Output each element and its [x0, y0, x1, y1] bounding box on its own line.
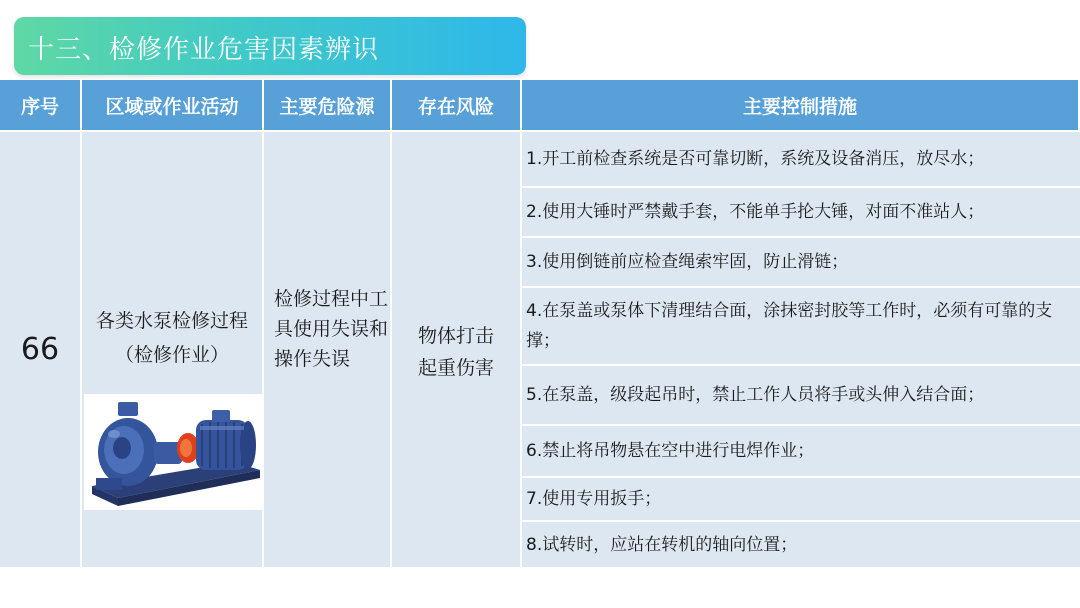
measure-item: 5.在泵盖，级段起吊时，禁止工作人员将手或头伸入结合面； [522, 366, 1080, 426]
header-area: 区域或作业活动 [82, 80, 264, 130]
cell-hazard [264, 132, 392, 567]
measure-item: 4.在泵盖或泵体下清理结合面，涂抹密封胶等工作时，必须有可靠的支撑； [522, 288, 1080, 366]
cell-risk [392, 132, 522, 567]
row-number: 66 [20, 332, 60, 367]
measure-item: 3.使用倒链前应检查绳索牢固，防止滑链； [522, 238, 1080, 288]
header-number: 序号 [0, 80, 82, 130]
risk-line-1: 物体打击 [417, 325, 494, 347]
measure-item: 8.试转时，应站在转机的轴向位置； [522, 522, 1080, 567]
cell-area [82, 132, 264, 567]
measure-item: 2.使用大锤时严禁戴手套，不能单手抡大锤，对面不准站人； [522, 188, 1080, 238]
measure-item: 1.开工前检查系统是否可靠切断，系统及设备消压，放尽水； [522, 132, 1080, 188]
measure-item: 7.使用专用扳手； [522, 478, 1080, 522]
hazard-table [0, 80, 1080, 567]
water-pump-illustration [84, 394, 264, 510]
area-text [82, 304, 262, 372]
area-line-1: 各类水泵检修过程 [95, 310, 248, 332]
risk-line-2: 起重伤害 [417, 357, 494, 379]
header-hazard: 主要危险源 [264, 80, 392, 130]
measures-column [522, 132, 1080, 567]
area-line-2: （检修作业） [114, 344, 229, 366]
hazard-text: 检修过程中工具使用失误和操作失误 [274, 288, 389, 370]
measure-item: 6.禁止将吊物悬在空中进行电焊作业； [522, 426, 1080, 478]
header-measures: 主要控制措施 [522, 80, 1080, 130]
title-banner [14, 17, 526, 75]
risk-text [392, 320, 520, 384]
cell-number [0, 132, 82, 567]
pump-image [84, 394, 264, 510]
page-title: 十三、检修作业危害因素辨识 [28, 35, 380, 65]
header-risk: 存在风险 [392, 80, 522, 130]
